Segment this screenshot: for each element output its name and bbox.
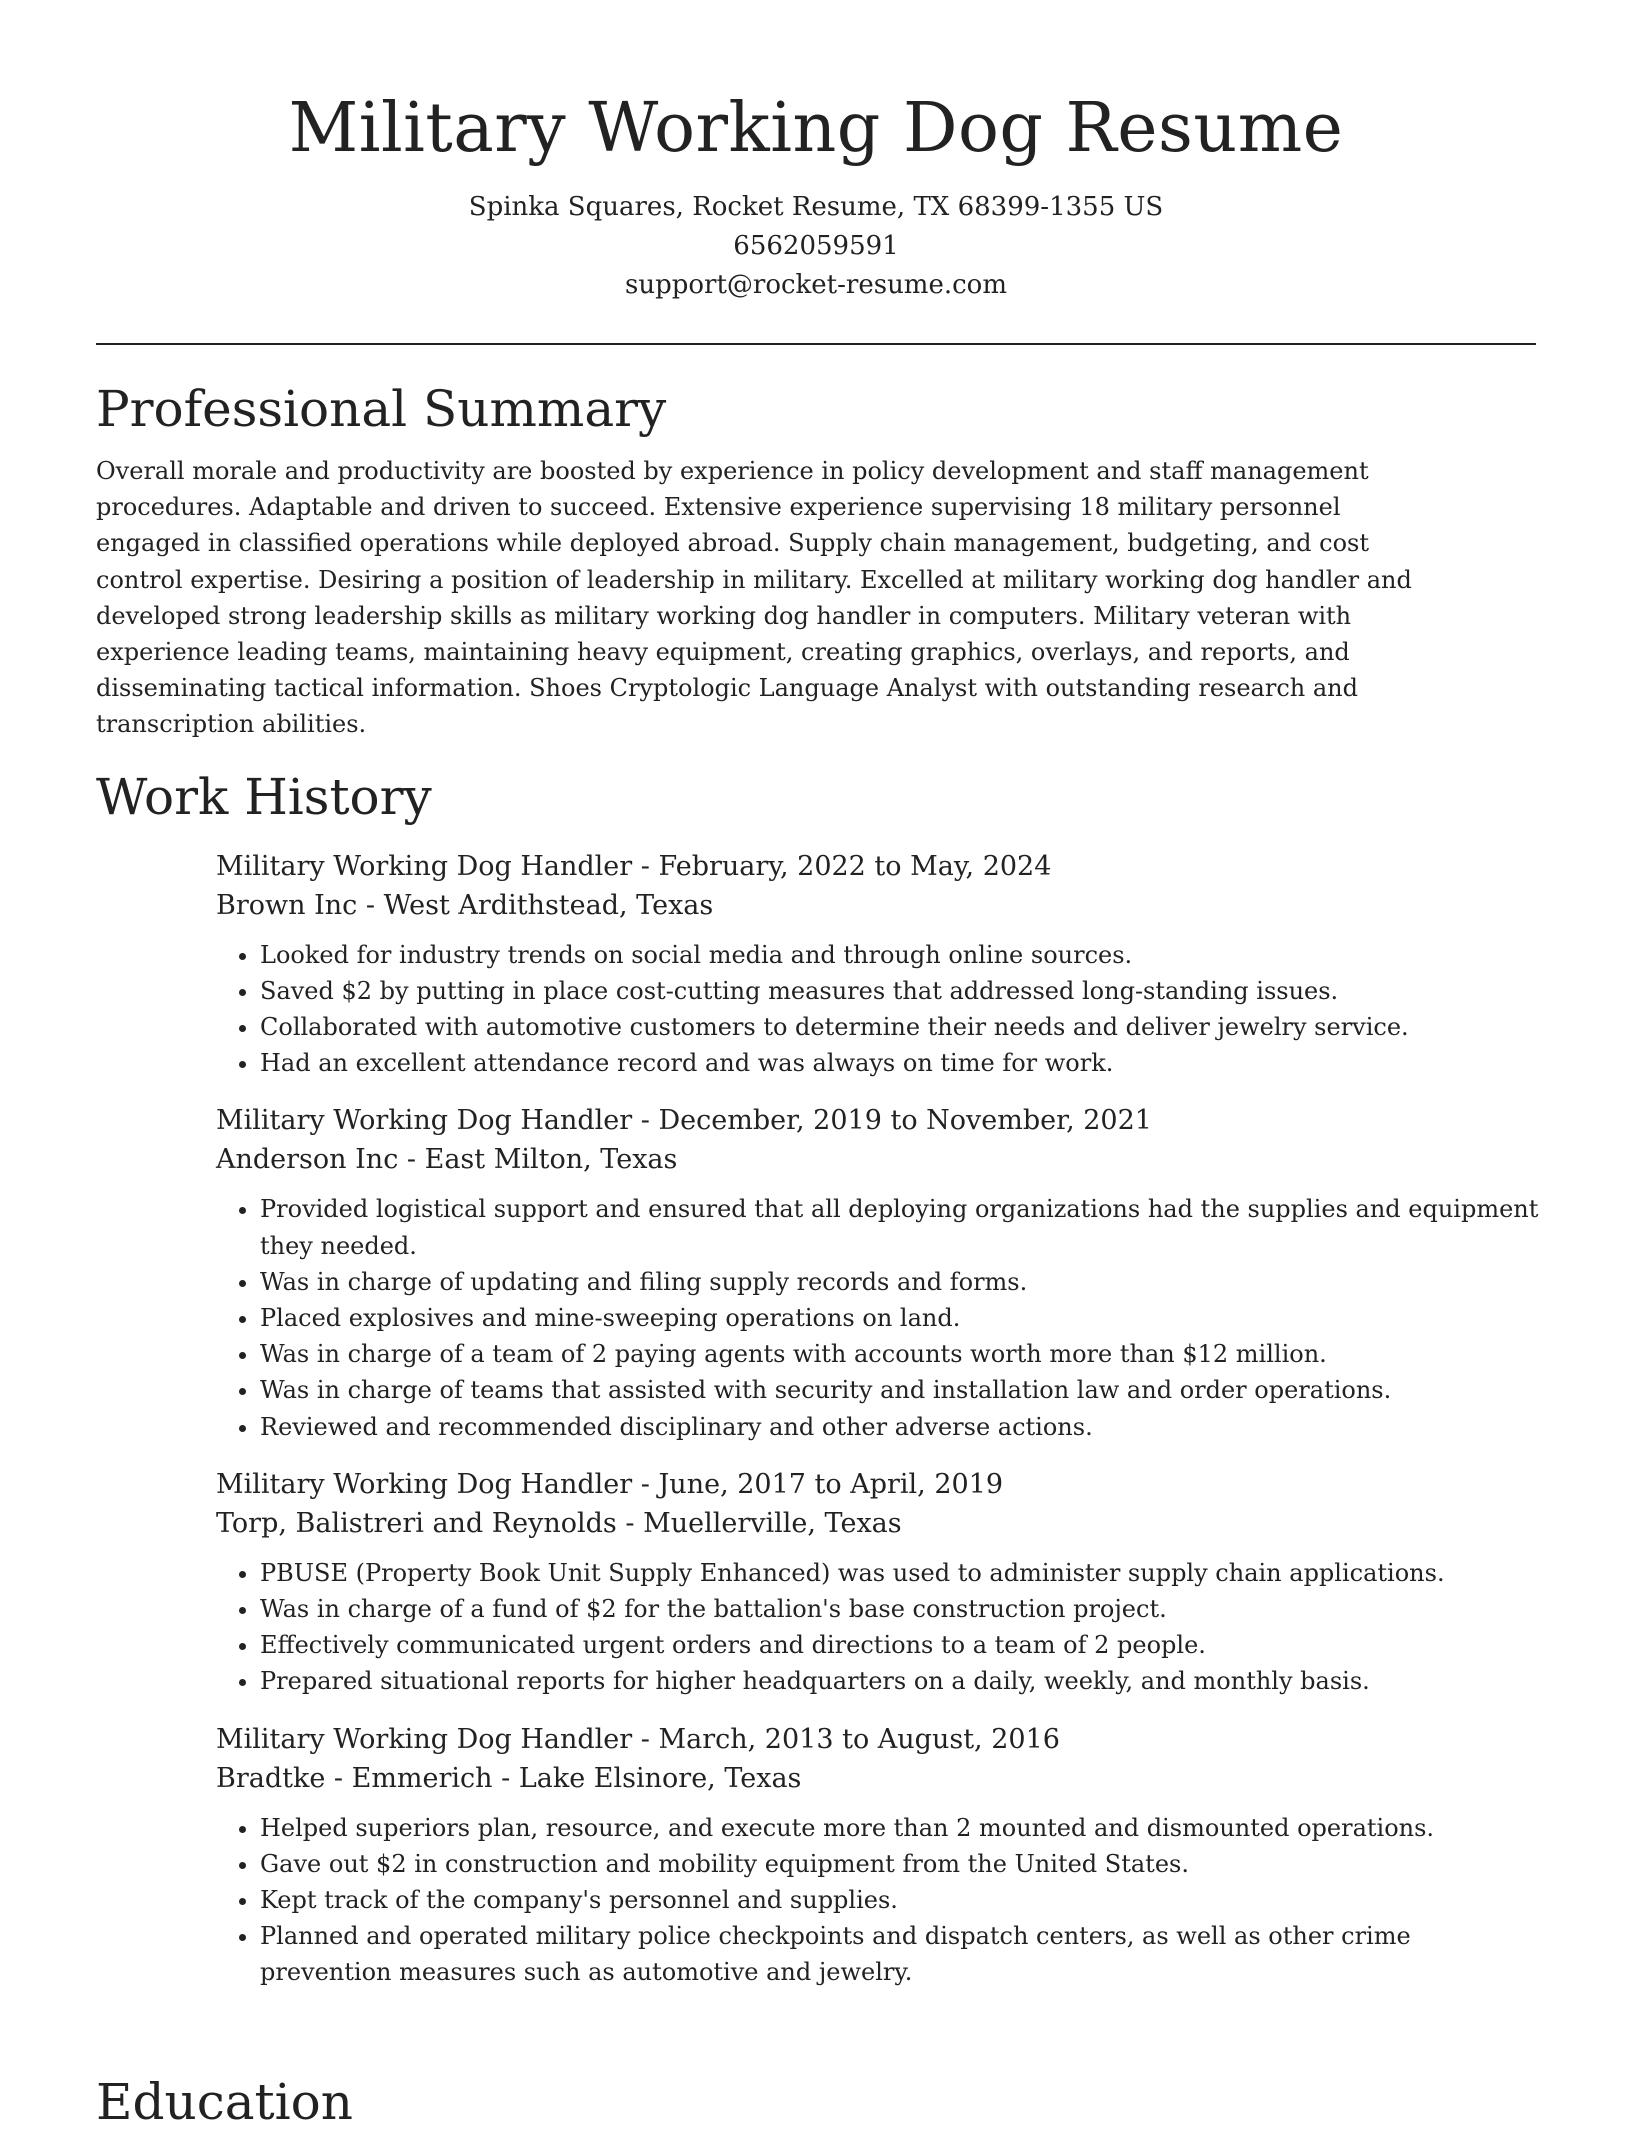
job-dates: March, 2013 to August, 2016 [658, 1723, 1060, 1755]
summary-heading: Professional Summary [96, 380, 667, 438]
job-company-location [216, 1504, 1536, 1543]
job-bullet: • Was in charge of a team of 2 paying agents with accounts worth more than $12 million. [260, 1336, 1540, 1372]
separator: - [492, 1762, 519, 1794]
job-location: Lake Elsinore, Texas [518, 1762, 802, 1794]
job-entry [216, 1720, 1536, 1991]
job-company: Brown Inc [216, 889, 358, 921]
job-title: Military Working Dog Handler [216, 1468, 633, 1500]
job-title-dates [216, 1101, 1536, 1140]
job-company-location [216, 1759, 1536, 1798]
job-bullet: • Helped superiors plan, resource, and execute more than 2 mounted and dismounted operations. [260, 1810, 1540, 1846]
job-bullet: • Gave out $2 in construction and mobility equipment from the United States. [260, 1846, 1540, 1882]
job-bullet-list [216, 1191, 1540, 1444]
job-bullet: • Placed explosives and mine-sweeping operations on land. [260, 1300, 1540, 1336]
contact-email: support@rocket-resume.com [624, 270, 1007, 300]
job-bullet: • Planned and operated military police checkpoints and dispatch centers, as well as other crime prevention measures such as automotive and jewelry. [260, 1918, 1540, 1990]
job-bullet: • Prepared situational reports for higher headquarters on a daily, weekly, and monthly basis. [260, 1663, 1540, 1699]
job-location: West Ardithstead, Texas [383, 889, 714, 921]
job-bullet: • Had an excellent attendance record and was always on time for work. [260, 1045, 1540, 1081]
contact-phone: 6562059591 [733, 231, 899, 261]
job-entry [216, 1465, 1536, 1700]
separator: - [632, 850, 659, 882]
work-history-heading: Work History [96, 767, 432, 826]
job-title: Military Working Dog Handler [216, 850, 633, 882]
job-bullet: • Was in charge of updating and filing supply records and forms. [260, 1264, 1540, 1300]
separator: - [632, 1723, 659, 1755]
resume-title: Military Working Dog Resume [288, 89, 1344, 168]
job-company-location [216, 1140, 1536, 1179]
job-dates: February, 2022 to May, 2024 [658, 850, 1052, 882]
job-bullet: • PBUSE (Property Book Unit Supply Enhanced) was used to administer supply chain applications. [260, 1555, 1540, 1591]
job-location: Muellerville, Texas [643, 1507, 902, 1539]
job-bullet-list [216, 1555, 1540, 1700]
separator: - [616, 1507, 644, 1539]
job-dates: December, 2019 to November, 2021 [658, 1105, 1152, 1137]
resume-header [96, 0, 1536, 305]
education-heading: Education [96, 2073, 353, 2131]
job-title-dates [216, 1720, 1536, 1759]
separator: - [632, 1105, 659, 1137]
separator: - [632, 1468, 659, 1500]
job-title: Military Working Dog Handler [216, 1105, 633, 1137]
job-bullet: • Was in charge of teams that assisted with security and installation law and order operations. [260, 1372, 1540, 1408]
job-dates: June, 2017 to April, 2019 [658, 1468, 1004, 1500]
job-location: East Milton, Texas [424, 1144, 678, 1176]
resume-page [96, 0, 1539, 1991]
job-bullet: • Reviewed and recommended disciplinary and other adverse actions. [260, 1409, 1540, 1445]
job-bullet-list [216, 937, 1540, 1082]
job-company: Anderson Inc [216, 1144, 399, 1176]
job-bullet-list [216, 1810, 1540, 1991]
job-entry [216, 847, 1536, 1082]
job-title: Military Working Dog Handler [216, 1723, 633, 1755]
job-company: Bradtke - Emmerich [216, 1762, 493, 1794]
work-history-section [96, 765, 1539, 1991]
job-title-dates [216, 847, 1536, 886]
job-bullet: • Collaborated with automotive customers to determine their needs and deliver jewelry service. [260, 1009, 1540, 1045]
job-bullet: • Was in charge of a fund of $2 for the battalion's base construction project. [260, 1591, 1540, 1627]
job-bullet: • Provided logistical support and ensured that all deploying organizations had the supplies and equipment they needed. [260, 1191, 1540, 1263]
job-list [216, 847, 1539, 1991]
job-bullet: • Looked for industry trends on social media and through online sources. [260, 937, 1540, 973]
summary-text: Overall morale and productivity are boosted by experience in policy development and staff management procedures. Adaptable and driven to succeed. Extensive experience supervising 18 military personnel engaged in classified operations while deployed abroad. Supply chain management, budgeting, and cost control expertise. Desiring a position of leadership in military. Excelled at military working dog handler and developed strong leadership skills as military working dog handler in computers. Military veteran with experience leading teams, maintaining heavy equipment, creating graphics, overlays, and reports, and disseminating tactical information. Shoes Cryptologic Language Analyst with outstanding research and transcription abilities. [96, 457, 1412, 739]
job-company: Torp, Balistreri and Reynolds [216, 1507, 617, 1539]
job-company-location [216, 886, 1536, 925]
job-bullet: • Effectively communicated urgent orders and directions to a team of 2 people. [260, 1627, 1540, 1663]
contact-address: Spinka Squares, Rocket Resume, TX 68399-1355 US [468, 192, 1164, 222]
job-entry [216, 1101, 1539, 1444]
job-bullet: • Saved $2 by putting in place cost-cutting measures that addressed long-standing issues. [260, 973, 1540, 1009]
job-bullet: • Kept track of the company's personnel and supplies. [260, 1882, 1540, 1918]
job-title-dates [216, 1465, 1536, 1504]
contact-block [96, 188, 1536, 305]
separator: - [357, 889, 384, 921]
summary-section [96, 377, 1536, 743]
header-divider [96, 343, 1536, 345]
separator: - [398, 1144, 425, 1176]
